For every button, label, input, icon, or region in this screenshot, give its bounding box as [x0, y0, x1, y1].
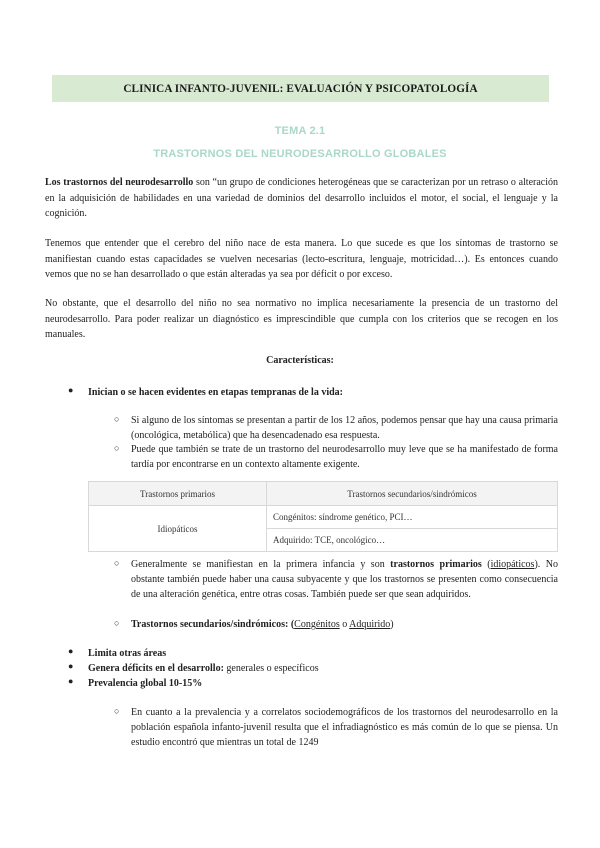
- congenital-link: Congénitos: [294, 619, 340, 630]
- table-cell-acquired: Adquirido: TCE, oncológico…: [267, 529, 558, 552]
- primary-text-c: ). No obstante también puede haber una causa subyacente y que los trastornos se presenten como consecuencia de una alteración genética, entre otras cosas. También puede ser que sean adquiridos.: [131, 559, 558, 600]
- sub-bullet-mild-disorder: Puede que también se trate de un trastorno del neurodesarrollo muy leve que se ha manifestado de forma tardía por encontrarse en un contexto altamente exigente.: [131, 444, 558, 470]
- secondary-conj: o: [339, 619, 350, 630]
- document-header: [52, 75, 549, 102]
- secondary-close: ): [390, 619, 394, 630]
- bullet-dot: ●: [68, 385, 74, 395]
- definition-text: son “un grupo de condiciones heterogéneas que se caracterizan por un retraso o alteración en la adquisición de habilidades en una variedad de dominios del desarrollo incluidos el motor, el social, el lenguaje y la cognición.: [45, 177, 558, 220]
- definition-term: Los trastornos del neurodesarrollo: [45, 177, 194, 188]
- bullet-prevalence: [88, 676, 202, 691]
- table-row: [89, 506, 558, 529]
- idiopathic-link: idiopáticos: [490, 559, 535, 570]
- sub-bullet-circle: ○: [114, 618, 120, 628]
- table-cell-idiopathic: Idiopáticos: [89, 506, 267, 552]
- bullet-dot: ●: [68, 676, 74, 686]
- bullet-limits-areas-text: Limita otras áreas: [88, 648, 167, 659]
- table-header-secondary: Trastornos secundarios/sindrómicos: [267, 482, 558, 506]
- disorders-table: [88, 481, 558, 552]
- paragraph-definition: [45, 175, 558, 222]
- section-title: Características:: [266, 355, 334, 366]
- primary-term: trastornos primarios: [390, 559, 482, 570]
- bullet-deficits-text: generales o específicos: [223, 663, 319, 674]
- tema-number: TEMA 2.1: [274, 125, 326, 137]
- tema-subtitle: TRASTORNOS DEL NEURODESARROLLO GLOBALES: [153, 148, 447, 160]
- table-header-primary: Trastornos primarios: [89, 482, 267, 506]
- sub-bullet-circle: ○: [114, 558, 120, 568]
- bullet-dot: ●: [68, 661, 74, 671]
- paragraph-diagnosis: No obstante, que el desarrollo del niño no sea normativo no implica necesariamente la presencia de un trastorno del neurodesarrollo. Para poder realizar un diagnóstico es imprescindible que cumpla con los criterios que se recogen en los manuales.: [45, 298, 558, 341]
- sub-bullet-circle: ○: [114, 414, 120, 424]
- bullet-limits-areas: [88, 646, 166, 661]
- bullet-early-onset: [88, 385, 343, 400]
- sub-bullet-12-years: Si alguno de los síntomas se presentan a partir de los 12 años, podemos pensar que hay una causa primaria (oncológica, metabólica) que ha desencadenado esa respuesta.: [131, 415, 558, 441]
- sub-bullet-circle: ○: [114, 706, 120, 716]
- table-cell-congenital: Congénitos: síndrome genético, PCI…: [267, 506, 558, 529]
- acquired-link: Adquirido: [349, 619, 391, 630]
- bullet-early-onset-text: Inician o se hacen evidentes en etapas tempranas de la vida:: [88, 387, 343, 398]
- bullet-prevalence-text: Prevalencia global 10-15%: [88, 678, 203, 689]
- primary-text-b: (: [481, 559, 491, 570]
- document-title: CLINICA INFANTO-JUVENIL: EVALUACIÓN Y PSICOPATOLOGÍA: [123, 82, 478, 95]
- table-header-row: [89, 482, 558, 506]
- sub-bullet-primary-disorders: [131, 557, 558, 602]
- sub-bullet-prevalence-study: En cuanto a la prevalencia y a correlatos sociodemográficos de los trastornos del neurodesarrollo en la población española infanto-juvenil resulta que el infradiagnóstico es más común de lo que se piensa. Un estudio encontró que mientras un total de 1249: [131, 707, 558, 748]
- secondary-term: Trastornos secundarios/sindrómicos: (: [131, 619, 295, 630]
- bullet-dot: ●: [68, 646, 74, 656]
- bullet-deficits-term: Genera déficits en el desarrollo:: [88, 663, 224, 674]
- bullet-deficits: [88, 661, 319, 676]
- sub-bullet-circle: ○: [114, 443, 120, 453]
- paragraph-brain: Tenemos que entender que el cerebro del niño nace de esta manera. Lo que sucede es que los síntomas de trastorno se manifiestan cuando estas capacidades se vuelven necesarias (lecto-escritura, lenguaje, motricidad…). Es entonces cuando vemos que no se han desarrollado o que están alteradas ya sea por déficit o por exceso.: [45, 238, 558, 281]
- primary-text-a: Generalmente se manifiestan en la primera infancia y son: [131, 559, 391, 570]
- sub-bullet-secondary-disorders: [131, 617, 558, 632]
